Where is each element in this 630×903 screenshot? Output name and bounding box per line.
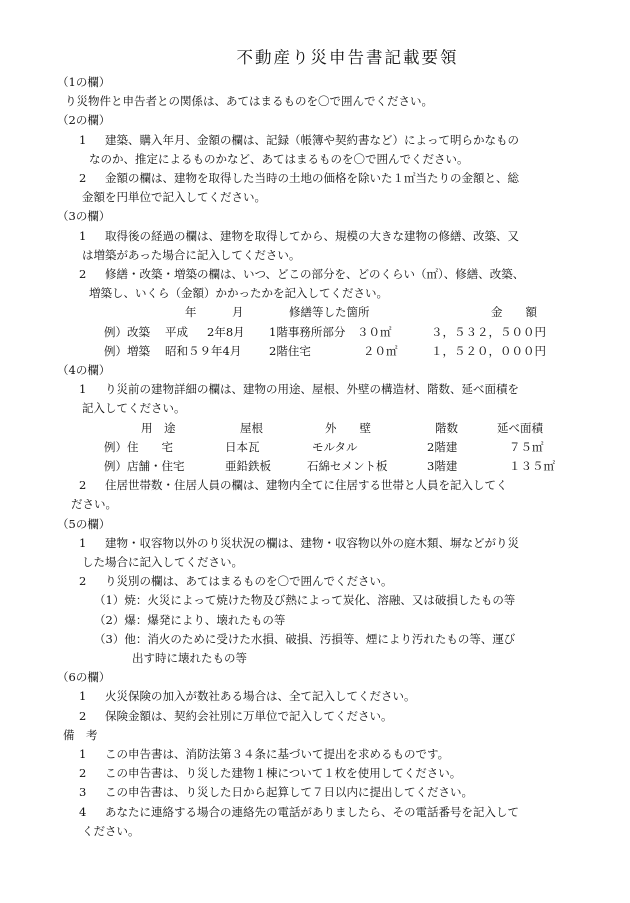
table-cell: 例）店舗・住宅 (104, 458, 185, 473)
section-5-sub-2: （2）爆：爆発により、壊れたもの等 (94, 612, 286, 627)
section-6-item-2 (79, 707, 600, 726)
table-cell: 石綿セメント板 (307, 458, 388, 473)
section-4-item-2-cont: ださい。 (71, 497, 117, 512)
item-number: 1 (79, 689, 87, 704)
repair-table-header (57, 303, 600, 322)
notes-heading: 備 考 (63, 727, 98, 742)
section-1-heading: （1の欄） (57, 75, 111, 89)
item-text: 取得後の経過の欄は、建物を取得してから、規模の大きな建物の修繕、改築、又 (105, 228, 519, 243)
section-2-item-2 (79, 169, 600, 188)
table-cell: ２０㎡ (363, 343, 398, 358)
item-text: り災別の欄は、あてはまるものを〇で囲んでください。 (105, 574, 393, 589)
section-5-sub-3: （3）他：消火のために受けた水損、破損、汚損等、煙により汚れたもの等、運び (94, 631, 516, 646)
table-cell: ３０㎡ (357, 324, 392, 339)
table-cell: １３５㎡ (509, 458, 555, 473)
note-3 (79, 783, 600, 802)
table-cell: 2階住宅 (269, 343, 311, 358)
item-number: 2 (79, 708, 87, 723)
section-5-sub-1: （1）焼：火災によって焼けた物及び熱によって炭化、溶融、又は破損したもの等 (94, 593, 516, 608)
item-number: 4 (79, 804, 87, 819)
item-number: 1 (79, 132, 87, 147)
repair-table-row (57, 323, 600, 342)
section-5-item-1-cont: した場合に記入してください。 (82, 554, 243, 569)
item-text: り災前の建物詳細の欄は、建物の用途、屋根、外壁の構造材、階数、延べ面積を (105, 382, 519, 397)
table-cell: 1階事務所部分 (269, 324, 346, 339)
header-month: 月 (232, 305, 244, 320)
note-1 (79, 745, 600, 764)
item-number: 2 (79, 574, 87, 589)
item-number: 1 (79, 228, 87, 243)
table-cell: ７５㎡ (509, 439, 544, 454)
header-area: 延べ面積 (497, 420, 543, 435)
table-cell: モルタル (312, 439, 358, 454)
page-title: 不動産り災申告書記載要領 (236, 48, 459, 67)
table-cell: 亜鉛鉄板 (225, 458, 271, 473)
section-4-item-2 (79, 476, 600, 495)
section-2-heading: （2の欄） (57, 113, 111, 128)
section-6-heading: （6の欄） (57, 670, 111, 685)
section-3-item-2-cont: 増築し、いくら（金額）かかったかを記入してください。 (89, 286, 388, 301)
section-5-sub-3-cont: 出す時に壊れたもの等 (132, 651, 247, 665)
item-text: 住居世帯数・住居人員の欄は、建物内全てに住居する世帯と人員を記入してく (105, 478, 508, 493)
header-amount: 金 額 (491, 305, 537, 320)
table-cell: 日本瓦 (225, 439, 260, 454)
item-text: 保険金額は、契約会社別に万単位で記入してください。 (105, 708, 393, 723)
section-2-item-1 (79, 131, 600, 150)
item-text: 建築、購入年月、金額の欄は、記録（帳簿や契約書など）によって明らかなもの (105, 132, 519, 147)
item-text: この申告書は、り災した日から起算して７日以内に提出してください。 (105, 785, 473, 800)
item-text: 建物・収容物以外のり災状況の欄は、建物・収容物以外の庭木類、塀などがり災 (105, 535, 519, 550)
item-text: 修繕・改築・増築の欄は、いつ、どこの部分を、どのくらい（㎡）、修繕、改築、 (105, 267, 525, 282)
repair-table-row (57, 342, 600, 361)
section-3-heading: （3の欄） (57, 209, 111, 224)
item-number: 2 (79, 171, 87, 186)
section-4-item-1-cont: 記入してください。 (82, 401, 186, 416)
item-number: 3 (79, 785, 87, 800)
item-text: 金額の欄は、建物を取得した当時の土地の価格を除いた１㎡当たりの金額と、総 (105, 171, 519, 186)
item-number: 1 (79, 382, 87, 397)
table-cell: 昭和５９年4月 (165, 343, 242, 358)
item-number: 1 (79, 747, 87, 762)
section-3-item-1-cont: は増築があった場合に記入してください。 (82, 247, 301, 262)
header-roof: 屋根 (240, 420, 263, 435)
item-text: あなたに連絡する場合の連絡先の電話がありましたら、その電話番号を記入して (105, 804, 519, 819)
item-text: 火災保険の加入が数社ある場合は、全て記入してください。 (105, 689, 416, 704)
section-5-item-1 (79, 534, 600, 553)
item-number: 2 (79, 267, 87, 282)
table-cell: 平成 (165, 324, 188, 339)
header-wall: 外 壁 (325, 420, 371, 435)
note-4-cont: ください。 (82, 823, 140, 838)
table-cell: １，５２０，０００円 (431, 343, 546, 358)
section-2-item-1-cont: なのか、推定によるものかなど、あてはまるものを〇で囲んでください。 (89, 151, 469, 166)
table-cell: 例）住 宅 (104, 439, 173, 454)
table-cell: ３，５３２，５００円 (431, 324, 546, 339)
item-number: 2 (79, 478, 87, 493)
header-year: 年 (185, 305, 197, 320)
item-number: 1 (79, 535, 87, 550)
section-5-item-2 (79, 572, 600, 591)
section-1-text: り災物件と申告者との関係は、あてはまるものを〇で囲んでください。 (65, 94, 433, 109)
building-table-row (57, 438, 600, 457)
table-cell: 2年8月 (207, 324, 245, 339)
section-2-item-2-cont: 金額を円単位で記入してください。 (82, 190, 266, 205)
item-text: この申告書は、り災した建物１棟について１枚を使用してください。 (105, 766, 462, 781)
table-cell: 2階建 (427, 439, 458, 454)
building-table-header (57, 419, 600, 438)
table-cell: 3階建 (427, 458, 458, 473)
section-3-item-2 (79, 265, 600, 284)
header-use: 用 途 (141, 420, 176, 435)
note-4 (79, 803, 600, 822)
building-table-row (57, 457, 600, 476)
item-text: この申告書は、消防法第３４条に基づいて提出を求めるものです。 (105, 747, 450, 762)
section-4-item-1 (79, 380, 600, 399)
section-3-item-1 (79, 227, 600, 246)
table-cell: 例）改築 (104, 324, 150, 339)
section-6-item-1 (79, 687, 600, 706)
section-4-heading: （4の欄） (57, 363, 111, 377)
table-cell: 例）増築 (104, 343, 150, 358)
section-5-heading: （5の欄） (57, 516, 111, 531)
note-2 (79, 764, 600, 783)
header-location: 修繕等した箇所 (289, 305, 370, 320)
header-floors: 階数 (435, 420, 458, 435)
item-number: 2 (79, 766, 87, 781)
